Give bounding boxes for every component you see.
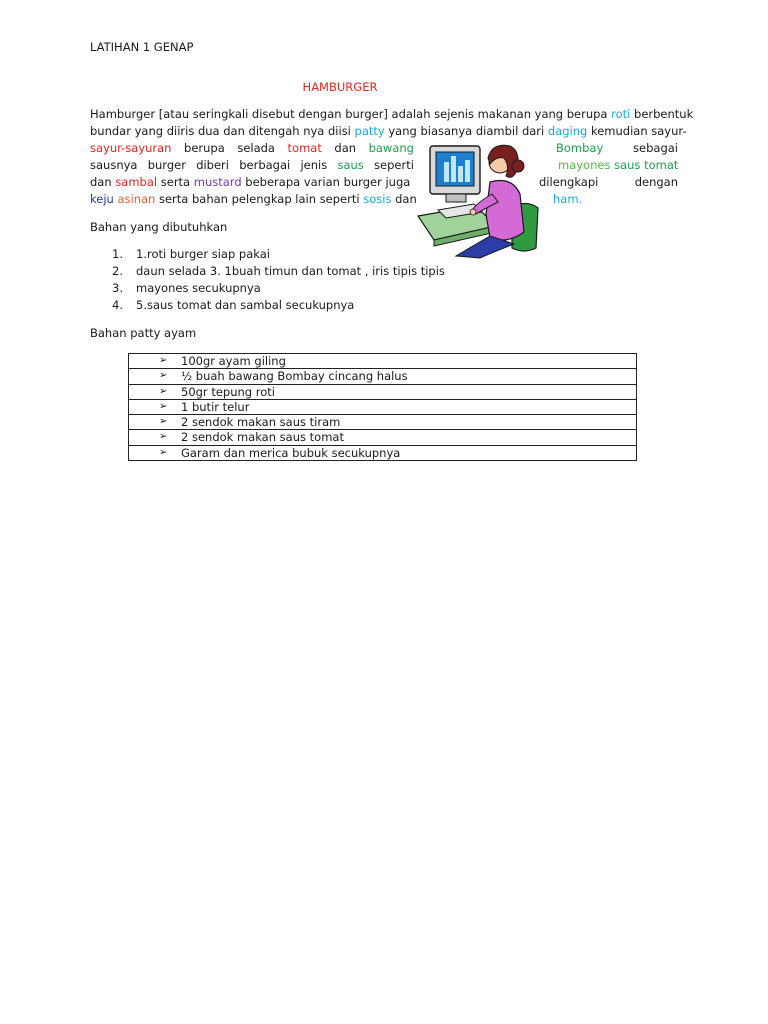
intro-paragraph <box>90 106 694 208</box>
intro-text: dilengkapi <box>539 175 599 189</box>
keyword-saus-tomat: saus tomat <box>614 158 679 172</box>
keyword-sambal: sambal <box>115 175 158 189</box>
table-row <box>129 354 636 369</box>
table-cell: 2 sendok makan saus tiram <box>181 415 341 430</box>
list-text: mayones secukupnya <box>136 281 261 295</box>
keyword-patty: patty <box>354 124 385 138</box>
document-title: HAMBURGER <box>302 80 378 94</box>
list-number: 2. <box>112 264 123 278</box>
keyword-sayur: sayur-sayuran <box>90 141 172 155</box>
keyword-ham: ham. <box>553 192 583 206</box>
intro-line-2 <box>90 123 687 140</box>
intro-text: sausnya <box>90 158 138 172</box>
intro-line-4 <box>90 157 678 174</box>
patty-heading: Bahan patty ayam <box>90 326 197 340</box>
table-row <box>129 369 636 384</box>
keyword-keju: keju <box>90 192 114 206</box>
intro-text: bundar yang diiris dua dan ditengah nya diisi <box>90 124 355 138</box>
arrow-bullet-icon: ➢ <box>159 416 168 428</box>
arrow-bullet-icon: ➢ <box>159 446 168 458</box>
intro-text: berbagai <box>239 158 291 172</box>
arrow-bullet-icon: ➢ <box>159 400 168 412</box>
intro-text: berupa <box>184 141 225 155</box>
keyword-bawang: bawang <box>368 141 414 155</box>
arrow-bullet-icon: ➢ <box>159 431 168 443</box>
table-row <box>129 415 636 430</box>
arrow-bullet-icon: ➢ <box>159 385 168 397</box>
intro-text: jenis <box>300 158 328 172</box>
keyword-mustard: mustard <box>193 175 242 189</box>
intro-text: Hamburger [atau seringkali disebut dengan burger] adalah sejenis makanan yang berupa <box>90 107 612 121</box>
intro-line-1 <box>90 106 694 123</box>
intro-line-3 <box>90 140 678 157</box>
table-cell: Garam dan merica bubuk secukupnya <box>181 445 401 460</box>
arrow-bullet-icon: ➢ <box>159 355 168 366</box>
table-row <box>129 446 636 460</box>
intro-text: seperti <box>374 158 414 172</box>
keyword-sosis: sosis <box>363 192 392 206</box>
intro-text: dan <box>391 192 417 206</box>
intro-line-5 <box>90 174 678 191</box>
arrow-bullet-icon: ➢ <box>159 370 168 382</box>
intro-text: serta <box>157 175 194 189</box>
woman-at-computer-icon <box>416 136 548 260</box>
keyword-saus: saus <box>337 158 364 172</box>
keyword-roti: roti <box>611 107 631 121</box>
intro-text: kemudian sayur- <box>587 124 687 138</box>
intro-text: yang biasanya diambil dari <box>384 124 548 138</box>
table-row <box>129 385 636 400</box>
table-cell: 100gr ayam giling <box>181 354 286 368</box>
intro-line-6 <box>90 191 678 208</box>
bahan-heading: Bahan yang dibutuhkan <box>90 220 228 234</box>
table-row <box>129 430 636 445</box>
intro-text: diberi <box>196 158 229 172</box>
intro-text: dan <box>334 141 357 155</box>
keyword-daging: daging <box>547 124 588 138</box>
intro-text: sebagai <box>633 141 678 155</box>
table-cell: 1 butir telur <box>181 399 250 414</box>
patty-table <box>128 353 637 461</box>
list-text: 1.roti burger siap pakai <box>136 247 270 261</box>
list-number: 4. <box>112 298 123 312</box>
list-text: 5.saus tomat dan sambal secukupnya <box>136 298 355 312</box>
intro-text: beberapa varian burger juga <box>241 175 411 189</box>
keyword-tomat: tomat <box>287 141 322 155</box>
intro-text: selada <box>237 141 275 155</box>
intro-text: dengan <box>634 175 678 189</box>
keyword-bombay: Bombay <box>556 141 604 155</box>
list-number: 1. <box>112 247 123 261</box>
keyword-mayones: mayones <box>558 158 611 172</box>
table-row <box>129 400 636 415</box>
list-number: 3. <box>112 281 123 295</box>
intro-text: burger <box>147 158 186 172</box>
table-cell: 50gr tepung roti <box>181 384 275 399</box>
table-cell: ½ buah bawang Bombay cincang halus <box>181 369 408 384</box>
table-cell: 2 sendok makan saus tomat <box>181 430 344 445</box>
intro-text: dan <box>90 175 116 189</box>
list-text: daun selada 3. 1buah timun dan tomat , iris tipis tipis <box>136 264 445 278</box>
document-header: LATIHAN 1 GENAP <box>90 40 194 54</box>
keyword-asinan: asinan <box>117 192 156 206</box>
intro-text: berbentuk <box>630 107 694 121</box>
intro-text: serta bahan pelengkap lain seperti <box>155 192 364 206</box>
